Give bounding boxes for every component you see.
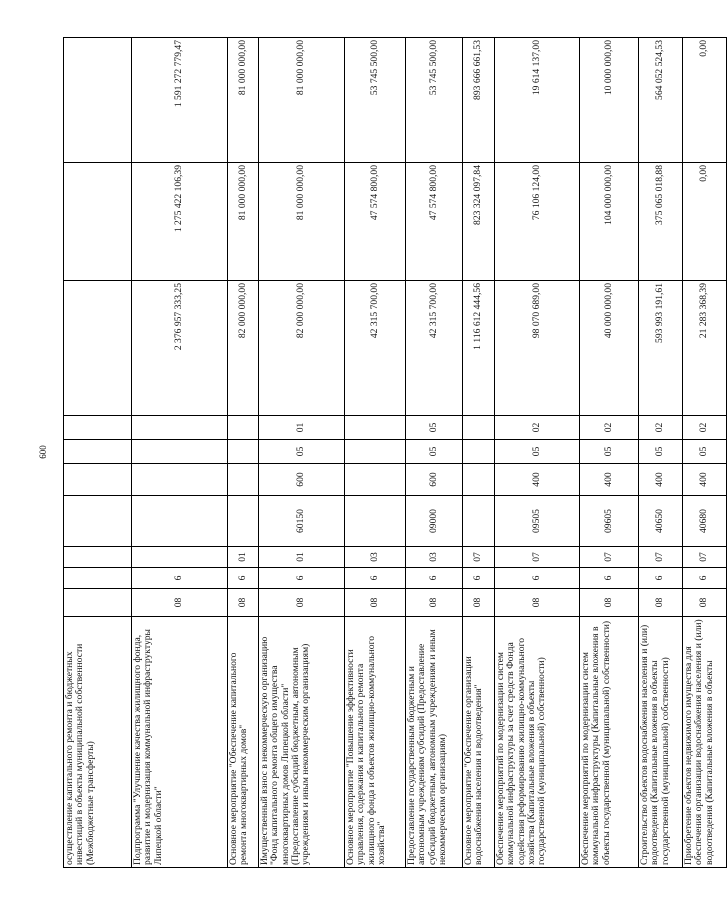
- amount-year-1: 82 000 000,00: [259, 281, 345, 416]
- code-activity: 07: [683, 547, 727, 568]
- code-activity: [132, 547, 228, 568]
- amount-year-2: 47 574 800,00: [345, 163, 406, 281]
- amount-year-1: 40 000 000,00: [580, 281, 639, 416]
- code-subprogram: 6: [683, 568, 727, 589]
- code-subprogram: 6: [132, 568, 228, 589]
- amount-year-1: 42 315 700,00: [406, 281, 463, 416]
- table-row: [64, 38, 132, 868]
- code-subprogram: [64, 568, 132, 589]
- code-subsection: 02: [683, 416, 727, 440]
- code-program: 08: [132, 589, 228, 617]
- amount-year-1: 593 993 191,61: [639, 281, 683, 416]
- code-activity: 01: [259, 547, 345, 568]
- code-program: 08: [406, 589, 463, 617]
- code-expense-type: [228, 464, 259, 496]
- rotated-table-wrapper: [63, 38, 715, 868]
- code-section: [463, 440, 495, 464]
- code-expense-type: [463, 464, 495, 496]
- code-subsection: 02: [495, 416, 580, 440]
- code-expense-type: 600: [259, 464, 345, 496]
- code-program: 08: [580, 589, 639, 617]
- amount-year-3: 10 000 000,00: [580, 38, 639, 163]
- code-section: 05: [683, 440, 727, 464]
- row-name: Основное мероприятие "Повышение эффективности управления, содержания и капитального ремонта жилищного фонда и объектов жилищно-коммунального хозяйства": [345, 617, 406, 868]
- code-section: 05: [406, 440, 463, 464]
- code-subsection: 05: [406, 416, 463, 440]
- code-activity: 03: [345, 547, 406, 568]
- code-program: 08: [683, 589, 727, 617]
- amount-year-3: 0,00: [683, 38, 727, 163]
- code-activity: [64, 547, 132, 568]
- code-expense-type: 400: [580, 464, 639, 496]
- amount-year-3: 893 666 661,53: [463, 38, 495, 163]
- code-direction: 40680: [683, 496, 727, 547]
- code-program: 08: [463, 589, 495, 617]
- code-direction: [345, 496, 406, 547]
- code-expense-type: [345, 464, 406, 496]
- amount-year-1: 2 376 957 333,25: [132, 281, 228, 416]
- budget-table: [63, 37, 727, 868]
- code-section: [345, 440, 406, 464]
- amount-year-2: 81 000 000,00: [228, 163, 259, 281]
- amount-year-1: [64, 281, 132, 416]
- amount-year-3: 1 591 272 779,47: [132, 38, 228, 163]
- code-subsection: [132, 416, 228, 440]
- row-name: Строительство объектов водоснабжения населения и (или) водоотведения (Капитальные вложения в объекты государственной (муниципальной) собственности): [639, 617, 683, 868]
- code-activity: 07: [639, 547, 683, 568]
- code-direction: 09605: [580, 496, 639, 547]
- code-program: 08: [259, 589, 345, 617]
- code-program: 08: [639, 589, 683, 617]
- table-row: [259, 38, 345, 868]
- table-row: [580, 38, 639, 868]
- amount-year-3: 81 000 000,00: [228, 38, 259, 163]
- row-name: Предоставление государственным бюджетным и автономным учреждениям субсидий (Предоставление субсидий бюджетным, автономным учреждениям и иным некоммерческим организациям): [406, 617, 463, 868]
- code-subprogram: 6: [345, 568, 406, 589]
- amount-year-3: 19 614 137,00: [495, 38, 580, 163]
- code-subprogram: 6: [463, 568, 495, 589]
- code-program: [64, 589, 132, 617]
- code-activity: 01: [228, 547, 259, 568]
- code-direction: 60150: [259, 496, 345, 547]
- table-row: [463, 38, 495, 868]
- code-section: 05: [259, 440, 345, 464]
- amount-year-1: 98 070 689,00: [495, 281, 580, 416]
- table-row: [345, 38, 406, 868]
- code-expense-type: 600: [406, 464, 463, 496]
- code-subsection: 01: [259, 416, 345, 440]
- code-section: [228, 440, 259, 464]
- table-row: [228, 38, 259, 868]
- amount-year-2: 375 065 018,88: [639, 163, 683, 281]
- code-section: 05: [495, 440, 580, 464]
- row-name: осуществление капитального ремонта и бюджетных инвестиций в объекты муниципальной собственности (Межбюджетные трансферты): [64, 617, 132, 868]
- code-subsection: 02: [580, 416, 639, 440]
- code-subprogram: 6: [495, 568, 580, 589]
- amount-year-3: 81 000 000,00: [259, 38, 345, 163]
- code-direction: [132, 496, 228, 547]
- amount-year-2: 1 275 422 106,39: [132, 163, 228, 281]
- row-name: Обеспечение мероприятий по модернизации систем коммунальной инфраструктуры (Капитальные вложения в объекты государственной (муниципальной) собственности): [580, 617, 639, 868]
- amount-year-3: 53 745 500,00: [406, 38, 463, 163]
- code-section: 05: [580, 440, 639, 464]
- row-name: Приобретение объектов недвижимого имущества для обеспечения организации водоснабжения населения и (или) водоотведения (Капитальные вложения в объекты: [683, 617, 727, 868]
- code-subsection: 02: [639, 416, 683, 440]
- table-row: [639, 38, 683, 868]
- code-direction: 09000: [406, 496, 463, 547]
- code-expense-type: [64, 464, 132, 496]
- code-subsection: [228, 416, 259, 440]
- amount-year-1: 21 283 368,39: [683, 281, 727, 416]
- code-direction: 40650: [639, 496, 683, 547]
- row-name: Основное мероприятие "Обеспечение капитального ремонта многоквартирных домов": [228, 617, 259, 868]
- amount-year-2: 0,00: [683, 163, 727, 281]
- code-expense-type: 400: [683, 464, 727, 496]
- code-section: 05: [639, 440, 683, 464]
- code-program: 08: [345, 589, 406, 617]
- row-name: Обеспечение мероприятий по модернизации систем коммунальной инфраструктуры за счет средств Фонда содействия реформированию жилищно-коммунального хозяйства (Капитальные вложения в объекты государственной (муниципальной) собственности): [495, 617, 580, 868]
- code-expense-type: 400: [639, 464, 683, 496]
- amount-year-3: 564 052 524,53: [639, 38, 683, 163]
- amount-year-2: 81 000 000,00: [259, 163, 345, 281]
- code-direction: [228, 496, 259, 547]
- table-row: [406, 38, 463, 868]
- code-direction: [463, 496, 495, 547]
- code-activity: 07: [463, 547, 495, 568]
- code-program: 08: [495, 589, 580, 617]
- code-direction: 09505: [495, 496, 580, 547]
- code-section: [64, 440, 132, 464]
- code-subprogram: 6: [580, 568, 639, 589]
- table-row: [683, 38, 727, 868]
- code-subsection: [345, 416, 406, 440]
- code-subprogram: 6: [406, 568, 463, 589]
- code-activity: 03: [406, 547, 463, 568]
- code-subsection: [463, 416, 495, 440]
- code-subprogram: 6: [259, 568, 345, 589]
- code-subprogram: 6: [228, 568, 259, 589]
- code-subprogram: 6: [639, 568, 683, 589]
- code-direction: [64, 496, 132, 547]
- table-row: [495, 38, 580, 868]
- amount-year-2: 104 000 000,00: [580, 163, 639, 281]
- code-expense-type: 400: [495, 464, 580, 496]
- amount-year-3: 53 745 500,00: [345, 38, 406, 163]
- code-activity: 07: [495, 547, 580, 568]
- amount-year-2: [64, 163, 132, 281]
- amount-year-2: 76 106 124,00: [495, 163, 580, 281]
- row-name: Подпрограмма "Улучшение качества жилищного фонда, развитие и модернизация коммунальной инфраструктуры Липецкой области": [132, 617, 228, 868]
- row-name: Имущественный взнос в некоммерческую организацию "Фонд капитального ремонта общего имущества многоквартирных домов Липецкой области" (Предоставление субсидий бюджетным, автономным учреждениям и иным некоммерческим организациям): [259, 617, 345, 868]
- table-row: [132, 38, 228, 868]
- amount-year-1: 82 000 000,00: [228, 281, 259, 416]
- page-number: 600: [37, 445, 48, 459]
- code-expense-type: [132, 464, 228, 496]
- amount-year-2: 47 574 800,00: [406, 163, 463, 281]
- code-program: 08: [228, 589, 259, 617]
- amount-year-3: [64, 38, 132, 163]
- code-section: [132, 440, 228, 464]
- amount-year-1: 42 315 700,00: [345, 281, 406, 416]
- code-subsection: [64, 416, 132, 440]
- amount-year-1: 1 116 612 444,56: [463, 281, 495, 416]
- row-name: Основное мероприятие "Обеспечение организации водоснабжения населения и водоотведения": [463, 617, 495, 868]
- amount-year-2: 823 324 097,84: [463, 163, 495, 281]
- code-activity: 07: [580, 547, 639, 568]
